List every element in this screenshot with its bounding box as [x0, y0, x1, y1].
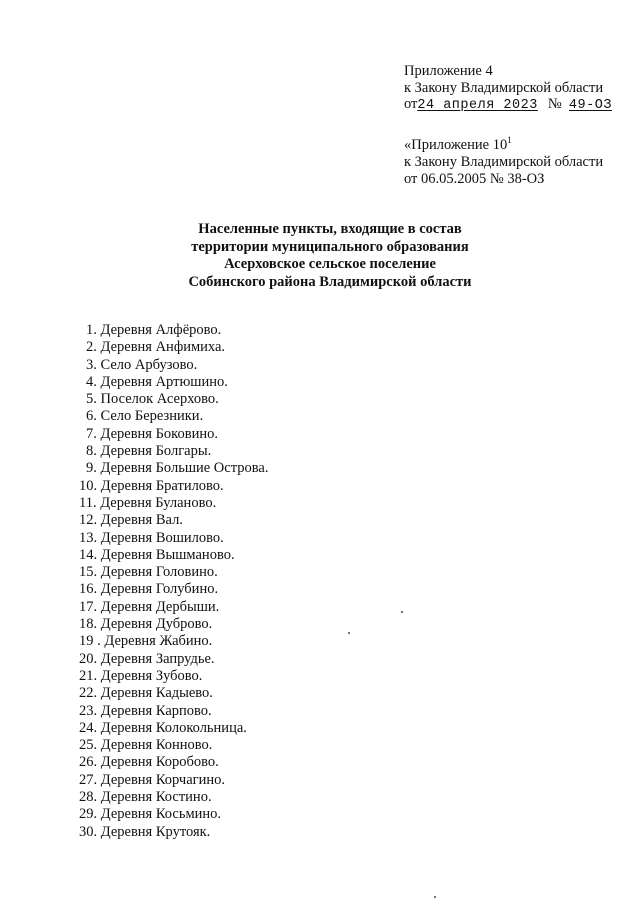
list-item-number: 4. [86, 373, 97, 390]
list-item-number: 8. [86, 443, 97, 460]
annex-law-date: от 06.05.2005 № 38-ОЗ [404, 171, 545, 187]
list-item-name: Деревня Костино. [100, 789, 212, 806]
list-item-name: Деревня Карпово. [100, 702, 212, 719]
list-item-name: Село Березники. [100, 408, 204, 425]
list-item-name: Деревня Голубино. [100, 581, 219, 598]
appendix-header [404, 63, 634, 115]
appendix-date-line [404, 96, 634, 115]
list-item-number: 12. [79, 512, 98, 529]
list-item [79, 581, 486, 598]
list-item-name: Деревня Головино. [100, 564, 218, 581]
list-item-number: 20. [79, 650, 98, 667]
list-item-name: Деревня Большие Острова. [100, 460, 269, 477]
list-item-name: Деревня Дербыши. [100, 598, 220, 615]
appendix-number: Приложение 4 [404, 63, 493, 79]
list-item-name: Деревня Запрудье. [100, 650, 215, 667]
list-item-name: Деревня Вал. [100, 512, 183, 529]
list-item [79, 512, 486, 529]
list-item [86, 322, 486, 339]
list-item [79, 633, 486, 650]
list-item-name: Село Арбузово. [100, 356, 198, 373]
list-item-name: Деревня Боковино. [100, 425, 218, 442]
list-item [79, 495, 486, 512]
scan-speck [401, 611, 403, 613]
list-item-name: Деревня Алфёрово. [100, 322, 222, 338]
list-item-number: 21. [79, 667, 98, 684]
title-line-2: территории муниципального образования [191, 238, 469, 255]
list-item-number: 14. [79, 546, 98, 563]
list-item-number: 17. [79, 598, 98, 615]
law-date: 24 апреля 2023 [417, 98, 538, 113]
list-item-name: Деревня Дуброво. [100, 616, 213, 633]
list-item [79, 703, 486, 720]
list-item [79, 737, 486, 754]
list-item-number: 15. [79, 564, 98, 581]
list-item-number: 27. [79, 771, 98, 788]
list-item [86, 443, 486, 460]
list-item [79, 599, 486, 616]
amended-annex-ref [404, 137, 634, 188]
list-item-name: Деревня Коробово. [100, 754, 219, 771]
list-item-name: Деревня Вошилово. [100, 529, 224, 546]
list-item-number: 2. [86, 339, 97, 356]
list-item-number: 25. [79, 737, 98, 754]
list-item [79, 824, 486, 841]
title-line-4: Собинского района Владимирской области [188, 273, 472, 290]
list-item-number: 16. [79, 581, 98, 598]
list-item-name: Деревня Конново. [100, 737, 213, 754]
list-item [79, 772, 486, 789]
list-item-number: 28. [79, 789, 98, 806]
list-item [79, 616, 486, 633]
scan-speck [348, 632, 350, 634]
list-item-name: Поселок Асерхово. [100, 391, 219, 408]
appendix-law-ref: к Закону Владимирской области [404, 79, 604, 96]
date-prefix: от [404, 96, 418, 112]
list-item [79, 720, 486, 737]
title-line-1: Населенные пункты, входящие в состав [198, 221, 462, 237]
list-item [86, 391, 486, 408]
annex-law-ref: к Закону Владимирской области [404, 154, 604, 170]
list-item [79, 651, 486, 668]
list-item-name: Деревня Анфимиха. [100, 339, 226, 356]
list-item-number: 3. [86, 356, 97, 373]
list-item-number: 10. [79, 477, 98, 494]
list-item [79, 547, 486, 564]
list-item-name: Деревня Корчагино. [100, 771, 225, 788]
list-item-number: 13. [79, 529, 98, 546]
list-item [79, 806, 486, 823]
settlement-list [79, 322, 486, 841]
law-number: 49-ОЗ [568, 98, 612, 113]
scan-speck [434, 896, 436, 898]
list-item-number: 23. [79, 702, 98, 719]
list-item-name: Деревня Вышманово. [100, 546, 235, 563]
list-item [79, 668, 486, 685]
list-item-name: Деревня Жабино. [104, 633, 213, 650]
list-item [86, 460, 486, 477]
list-item [79, 685, 486, 702]
list-item [86, 339, 486, 356]
list-item-number: 22. [79, 685, 98, 702]
list-item-number: 18. [79, 616, 98, 633]
annex-superscript: 1 [507, 135, 512, 145]
list-item [86, 408, 486, 425]
list-item [86, 374, 486, 391]
list-item-number: 7. [86, 425, 97, 442]
list-item-number: 24. [79, 719, 98, 736]
list-item-name: Деревня Кадыево. [100, 685, 213, 702]
list-item-name: Деревня Колокольница. [100, 719, 247, 736]
list-item-name: Деревня Косьмино. [100, 806, 222, 823]
list-item-number: 29. [79, 806, 98, 823]
list-item-number: 11. [79, 494, 97, 511]
list-item-number: 9. [86, 460, 97, 477]
list-item [86, 426, 486, 443]
list-item [79, 789, 486, 806]
document-title [160, 221, 500, 291]
title-line-3: Асерховское сельское поселение [224, 256, 436, 272]
number-sign: № [547, 96, 562, 112]
list-item [79, 754, 486, 771]
list-item-name: Деревня Болгары. [100, 443, 212, 460]
list-item [79, 564, 486, 581]
list-item [79, 478, 486, 495]
list-item-number: 30. [79, 823, 98, 840]
list-item-number: 19 . [79, 633, 101, 650]
list-item [79, 530, 486, 547]
annex-title: «Приложение 10 [404, 137, 508, 153]
list-item-name: Деревня Братилово. [100, 477, 224, 494]
list-item-number: 1. [86, 322, 97, 338]
list-item [86, 357, 486, 374]
list-item-name: Деревня Буланово. [100, 494, 217, 511]
list-item-number: 6. [86, 408, 97, 425]
list-item-name: Деревня Зубово. [100, 667, 203, 684]
list-item-number: 26. [79, 754, 98, 771]
list-item-name: Деревня Крутояк. [100, 823, 211, 840]
list-item-number: 5. [86, 391, 97, 408]
list-item-name: Деревня Артюшино. [100, 373, 228, 390]
